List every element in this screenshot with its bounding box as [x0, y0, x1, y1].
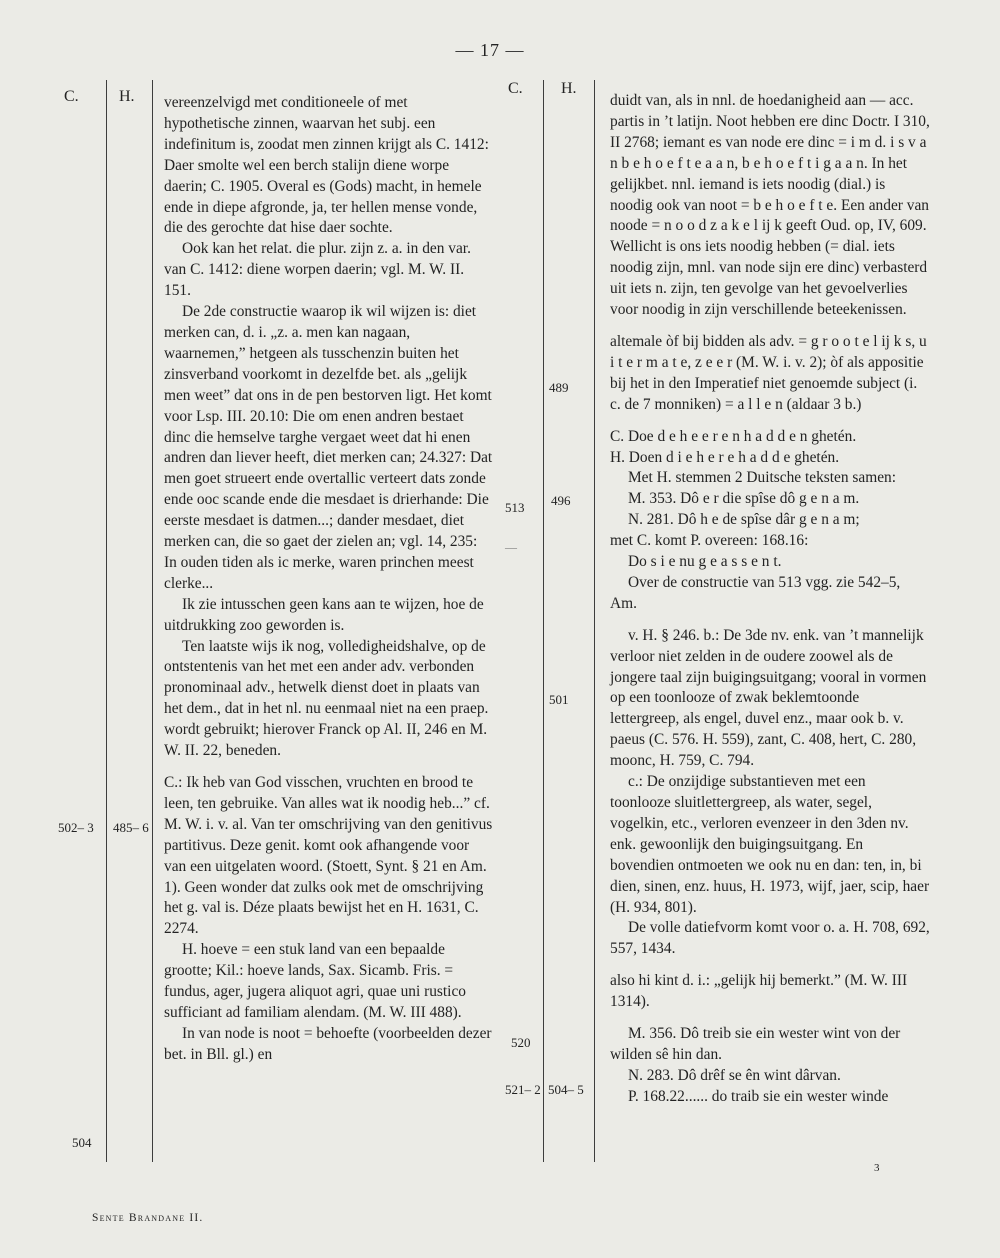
right-margin-h-number: 501	[549, 692, 569, 707]
paragraph: c.: De onzijdige substantieven met een toonlooze sluitlettergreep, als water, segel, vogelkin, etc., verloren evenzeer in den 3den nv. enk. gewoonlijk den buigingsuitgang. En bovendien ontmoeten we ook nu en dan: ten, in, bi dien, sinen, enz. huus, H. 1973, wijf, jaer, scip, haer (H. 934, 801).	[610, 773, 930, 916]
paragraph: H. hoeve = een stuk land van een bepaalde grootte; Kil.: hoeve lands, Sax. Sicamb. Fris. = fundus, ager, jugera aliquot agri, quae uni rustico sufficiant ad familiam alendam. (M. W. III 488).	[164, 941, 466, 1021]
left-margin-h-number: 485– 6	[113, 820, 149, 835]
paragraph: vereenzelvigd met conditioneele of met hypothetische zinnen, waarvan het subj. een indefinitum is, zoodat men zinnen krijgt als C. 1412: Daer smolte wel een berch stalijn diene worpe daerin; C. 1905. Overal es (Gods) macht, in hemele ende in diepe afgronde, ja, ter hellen mense vonde, die des gerochte dat hise daer sochte.	[164, 94, 489, 237]
right-rule-2	[594, 80, 595, 1162]
paragraph: In van node is noot = behoefte (voorbeelden dezer bet. in Bll. gl.) en	[164, 1024, 492, 1063]
left-margin-c-number: 502– 3	[58, 820, 94, 835]
right-margin-h-number: 496	[551, 493, 571, 508]
left-rule-2	[152, 80, 153, 1162]
running-footer: Sente Brandane II.	[92, 1212, 204, 1224]
paragraph: De volle datiefvorm komt voor o. a. H. 708, 692, 557, 1434.	[610, 919, 930, 958]
left-column-h-heading: H.	[119, 88, 135, 105]
left-margin-c-number: 504	[72, 1135, 92, 1150]
paragraph: duidt van, als in nnl. de hoedanigheid aan — acc. partis in ’t latijn. Noot hebben ere dinc Doctr. I 310, II 2768; iemant es van node ere dinc = i m d. i s v a n b e h o e f t e a a n, b e h o e f t i g a a n. In het gelijkbet. nnl. iemand is iets noodig (dial.) is noodig ook van noot = b e h o e f t e. Een ander van noode = n o o d z a k e l ij k geeft Oud. op, IV, 609. Wellicht is ons iets noodig hebben (= dial. iets noodig zijn, mnl. van node sijn ere dinc) verbasterd uit iets n. zijn, ten gevolge van het gevoelverlies voor noodig in zijn verschillende beteekenissen.	[610, 92, 930, 319]
paragraph: N. 283. Dô drêf se ên wint dârvan.	[628, 1066, 841, 1084]
sheet-number: 3	[874, 1162, 880, 1174]
right-margin-c-number: 520	[511, 1035, 531, 1050]
right-margin-h-number: 504– 5	[548, 1082, 584, 1097]
paragraph: N. 281. Dô h e de spîse dâr g e n a m;	[628, 511, 860, 529]
right-column-h-heading: H.	[561, 80, 577, 97]
paragraph: M. 353. Dô e r die spîse dô g e n a m.	[628, 490, 860, 508]
paragraph: altemale òf bij bidden als adv. = g r o o t e l ij k s, u i t e r m a t e, z e e r (M. W. i. v. 2); òf als appositie bij het in den Imperatief niet genoemde subject (i. c. de 7 monniken) = a l l e n (aldaar 3 b.)	[610, 332, 927, 413]
paragraph: Ten laatste wijs ik nog, volledigheidshalve, op de ontstentenis van het met een ander adv. verbonden pronominaal adv., hetwelk dienst doet in plaats van het dem., dat in het nl. nu eenmaal niet na een praep. wordt gebruikt; hierover Franck op Al. II, 246 en M. W. II. 22, beneden.	[164, 637, 489, 760]
paragraph: v. H. § 246. b.: De 3de nv. enk. van ’t mannelijk verloor niet zelden in de oudere zoowel als de jongere taal zijn buigingsuitgang; vooral in vormen op een toonlooze of zwak beklemtoonde lettergreep, als engel, duvel enz., maar ook b. v. paeus (C. 576. H. 559), zant, C. 408, hert, C. 280, moonc, H. 759, C. 794.	[610, 626, 927, 770]
left-rule-1	[106, 80, 107, 1162]
right-column-c-heading: C.	[508, 80, 523, 97]
paragraph: P. 168.22...... do traib sie ein wester winde	[628, 1087, 889, 1105]
margin-dash-mark: —	[505, 540, 517, 554]
paragraph: C.: Ik heb van God visschen, vruchten en brood te leen, ten gebruike. Van alles wat ik noodig heb...” cf. M. W. i. v. al. Van ter omschrijving van den genitivus partitivus. Deze genit. komt ook afhangende voor van een uitgelaten woord. (Stoett, Synt. § 21 en Am. 1). Geen wonder dat zulks ook met de omschrijving het g. val is. Déze plaats bewijst het en H. 1631, C. 2274.	[164, 774, 493, 938]
paragraph: Met H. stemmen 2 Duitsche teksten samen:	[628, 469, 896, 487]
right-margin-h-number: 489	[549, 380, 569, 395]
left-text-column	[164, 93, 493, 1066]
paragraph: Do s i e nu g e a s s e n t.	[628, 553, 782, 571]
paragraph: Ook kan het relat. die plur. zijn z. a. in den var. van C. 1412: diene worpen daerin; vgl. M. W. II. 151.	[164, 240, 471, 300]
right-text-column	[610, 91, 930, 1108]
paragraph: also hi kint d. i.: „gelijk hij bemerkt.” (M. W. III 1314).	[610, 972, 908, 1011]
paragraph: De 2de constructie waarop ik wil wijzen is: diet merken can, d. i. „z. a. men kan nagaan, waarnemen,” hetgeen als tusschenzin buiten het zinsverband voorkomt in dezelfde bet. als „gelijk men weet” dat ons in de pen bestorven ligt. Het komt voor Lsp. III. 20.10: Die om enen andren bestaet dinc die hemselve targhe vergaet weet dat hi enen andren dan liever heeft, diet merken can; 24.327: Dat men goet strueert ende overtallic verteert dats zonde ende ooc scande ende die mesdaet is drierhande: Die eerste mesdaet is datmen...; dander mesdaet, diet merken can, die so gaet der zielen an; vgl. 14, 235: In ouden tiden als ic merke, waren princhen meest clerke...	[164, 303, 493, 592]
right-margin-c-number: 513	[505, 500, 525, 515]
right-rule-1	[543, 80, 544, 1162]
left-column-c-heading: C.	[64, 88, 79, 105]
page-number: — 17 —	[455, 40, 525, 60]
paragraph: M. 356. Dô treib sie ein wester wint von der wilden sê hin dan.	[610, 1025, 901, 1063]
paragraph: met C. komt P. overeen: 168.16:	[610, 532, 809, 550]
paragraph: C. Doe d e h e e r e n h a d d e n ghetén.	[610, 427, 857, 445]
paragraph: Ik zie intusschen geen kans aan te wijzen, hoe de uitdrukking zoo geworden is.	[164, 595, 484, 634]
right-margin-c-number: 521– 2	[505, 1082, 541, 1097]
paragraph: H. Doen d i e h e r e h a d d e ghetén.	[610, 448, 840, 466]
paragraph: Over de constructie van 513 vgg. zie 542–5, Am.	[610, 573, 901, 612]
